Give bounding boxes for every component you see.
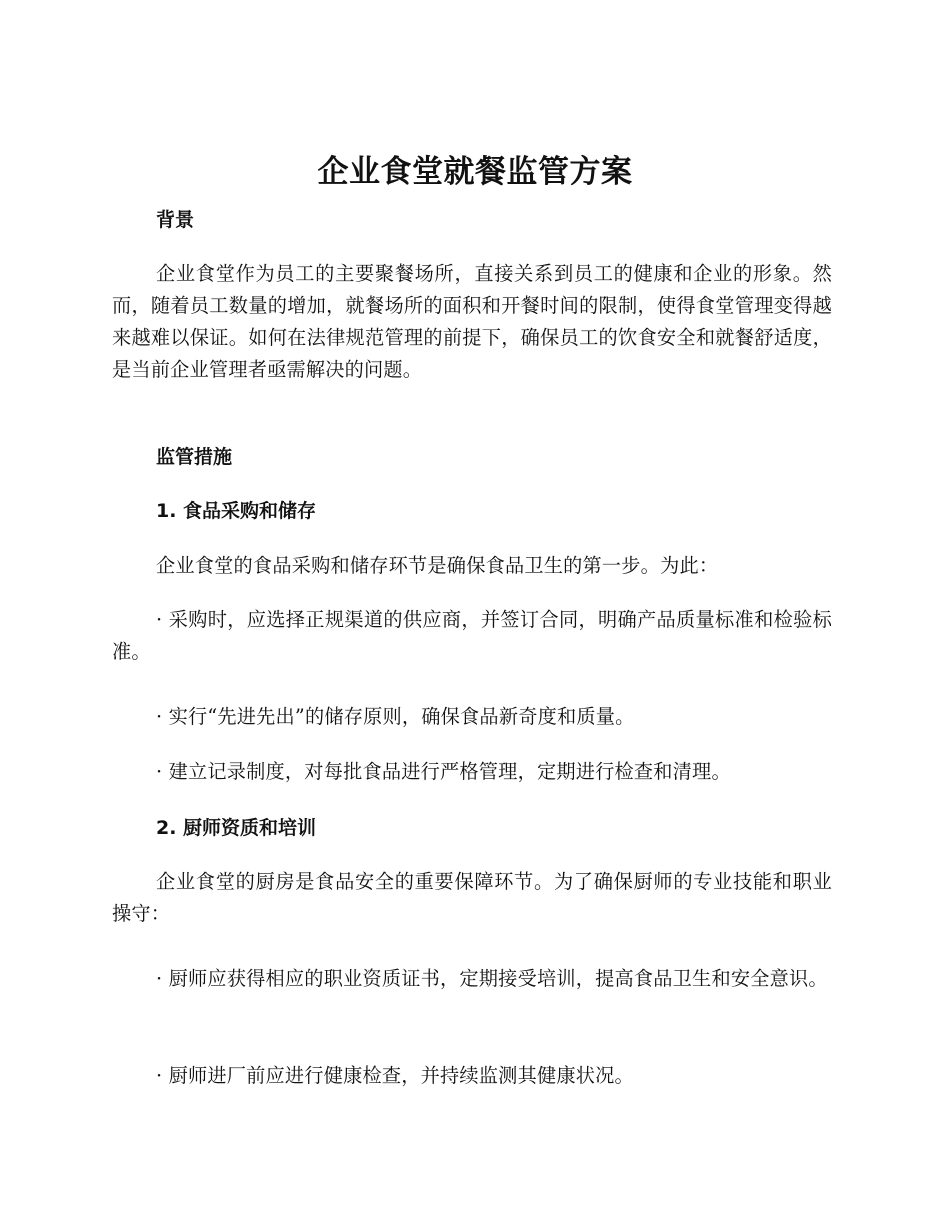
section-intro-chef-qualification: 企业食堂的厨房是食品安全的重要保障环节。为了确保厨师的专业技能和职业操守： xyxy=(112,870,832,925)
bullet-item: · 实行“先进先出”的储存原则，确保食品新奇度和质量。 xyxy=(156,705,635,728)
section-heading-food-procurement: 1. 食品采购和储存 xyxy=(156,500,317,522)
bullet-item: · 厨师应获得相应的职业资质证书，定期接受培训，提高食品卫生和安全意识。 xyxy=(156,967,828,990)
background-heading: 背景 xyxy=(156,209,195,231)
section-intro-food-procurement: 企业食堂的食品采购和储存环节是确保食品卫生的第一步。为此： xyxy=(156,554,719,577)
bullet-item: · 采购时，应选择正规渠道的供应商，并签订合同，明确产品质量标准和检验标准。 xyxy=(112,608,832,663)
section-heading-chef-qualification: 2. 厨师资质和培训 xyxy=(156,817,317,839)
bullet-item: · 厨师进厂前应进行健康检查，并持续监测其健康状况。 xyxy=(156,1064,634,1087)
background-paragraph: 企业食堂作为员工的主要聚餐场所，直接关系到员工的健康和企业的形象。然而，随着员工数量的增加，就餐场所的面积和开餐时间的限制，使得食堂管理变得越来越难以保证。如何在法律规范管理的前提下，确保员工的饮食安全和就餐舒适度，是当前企业管理者亟需解决的问题。 xyxy=(112,262,832,381)
bullet-item: · 建立记录制度，对每批食品进行严格管理，定期进行检查和清理。 xyxy=(156,760,731,783)
measures-heading: 监管措施 xyxy=(156,446,233,468)
document-title: 企业食堂就餐监管方案 xyxy=(317,154,633,190)
